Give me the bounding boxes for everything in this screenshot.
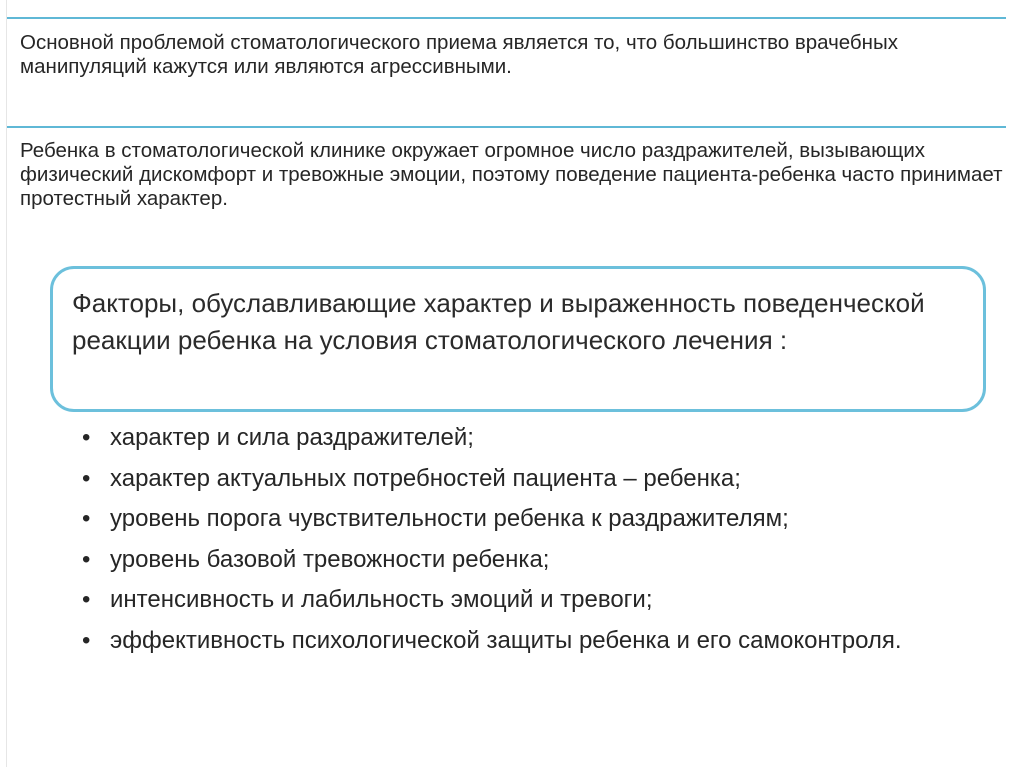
middle-divider [7, 126, 1006, 128]
factor-item [80, 503, 1000, 534]
bullet-icon: • [82, 545, 91, 573]
factor-text: уровень базовой тревожности ребенка; [110, 545, 550, 573]
intro-paragraph-1: Основной проблемой стоматологического приема является то, что большинство врачебных манипуляций кажутся или являются агрессивными. [20, 31, 898, 78]
slide-left-edge [6, 0, 7, 767]
factor-item [80, 422, 1000, 453]
top-divider [7, 17, 1006, 19]
bullet-icon: • [82, 505, 91, 532]
factors-list [80, 422, 1000, 665]
factor-item [80, 544, 1000, 575]
factor-text: уровень порога чувствительности ребенка к раздражителям; [110, 505, 789, 532]
bullet-icon: • [82, 626, 91, 654]
bullet-icon: • [82, 424, 91, 451]
factor-text: характер актуальных потребностей пациента – ребенка; [110, 464, 741, 492]
factor-item [80, 625, 1000, 656]
factors-callout-text: Факторы, обуславливающие характер и выраженность поведенческой реакции ребенка на условия стоматологического лечения : [72, 288, 925, 355]
factor-text: эффективность психологической защиты ребенка и его самоконтроля. [110, 626, 902, 654]
factor-text: характер и сила раздражителей; [110, 424, 474, 451]
intro-paragraph-2: Ребенка в стоматологической клинике окружает огромное число раздражителей, вызывающих физический дискомфорт и тревожные эмоции, поэтому поведение пациента-ребенка часто принимает протестный характер. [20, 139, 1003, 210]
factor-text: интенсивность и лабильность эмоций и тревоги; [110, 586, 653, 613]
bullet-icon: • [82, 464, 91, 492]
bullet-icon: • [82, 586, 91, 613]
factor-item [80, 463, 1000, 494]
factors-callout-box [50, 266, 986, 412]
factor-item [80, 584, 1000, 615]
